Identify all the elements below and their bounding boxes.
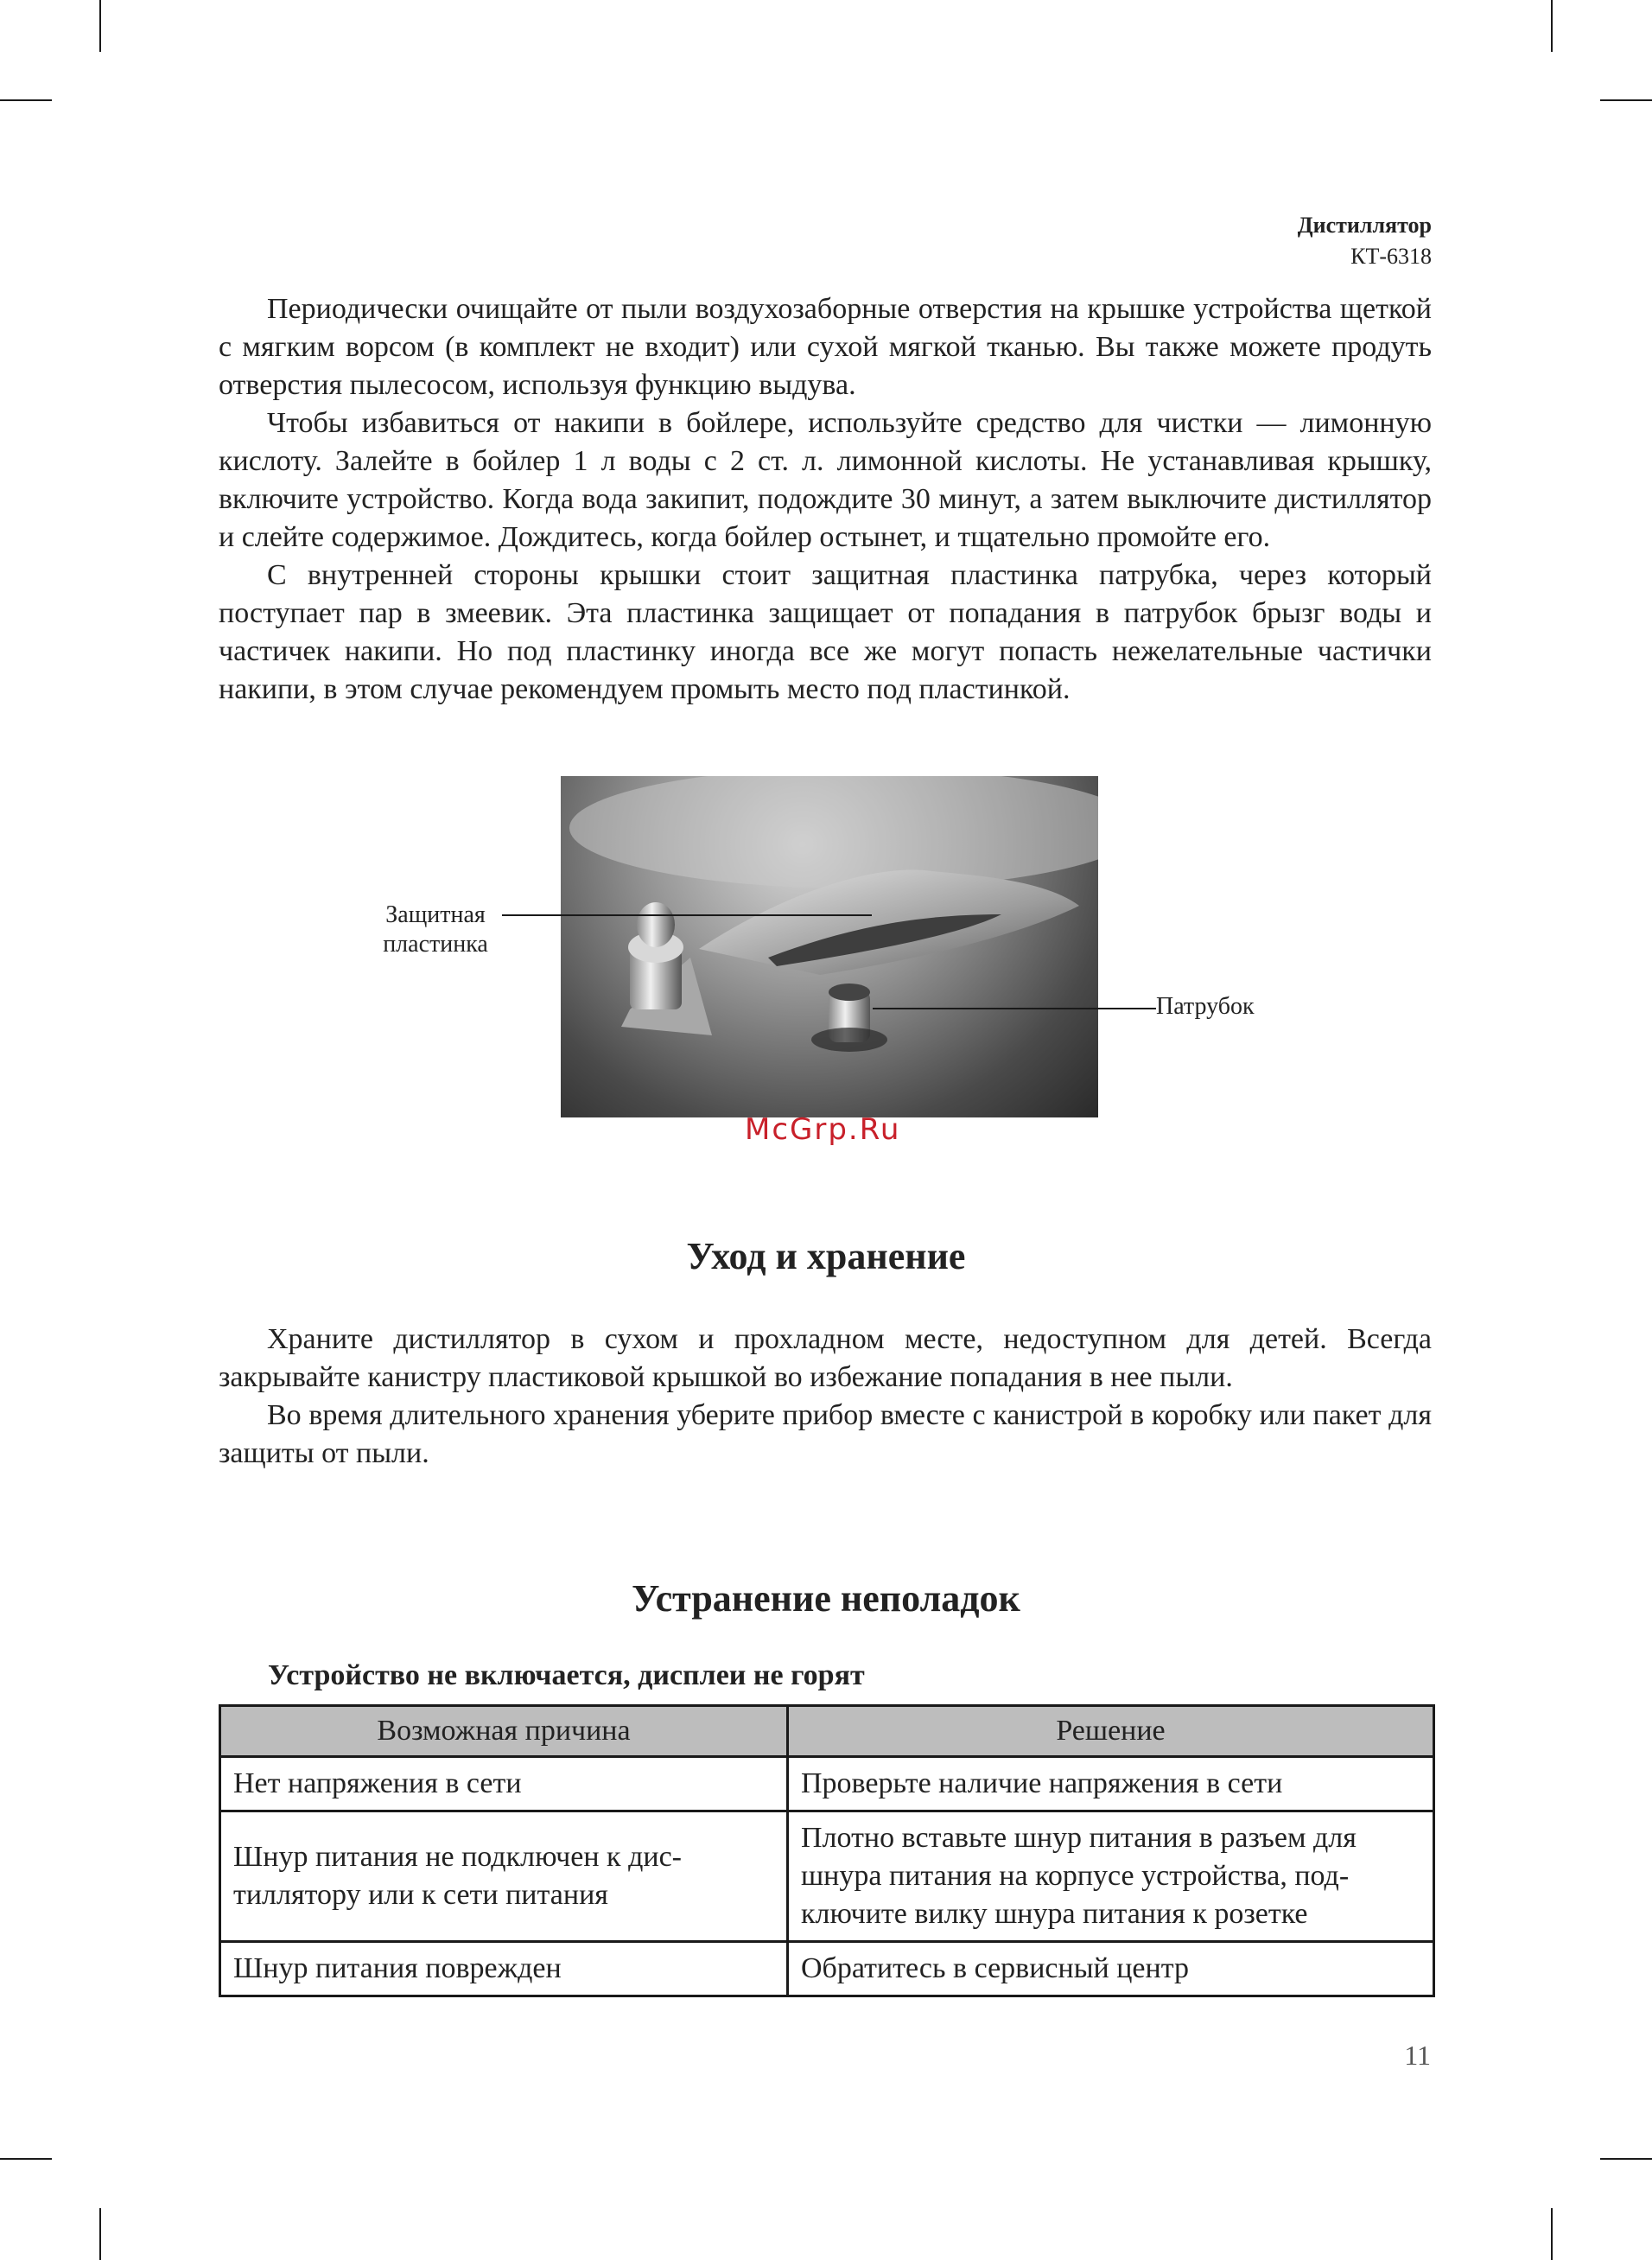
section-title-troubleshooting: Устранение неполадок xyxy=(632,1577,1020,1620)
crop-mark xyxy=(99,0,101,52)
table-header-row xyxy=(220,1706,1434,1757)
callout-line-plate xyxy=(502,914,872,916)
table-cell-solution: Обратитесь в сервисный центр xyxy=(788,1942,1434,1996)
table-cell-solution: Плотно вставьте шнур питания в разъем для шнура питания на корпусе устройства, подключите вилку шнура питания к розетке xyxy=(788,1811,1434,1942)
crop-mark xyxy=(1551,2208,1553,2260)
table-cell-cause: Нет напряжения в сети xyxy=(220,1757,788,1811)
callout-line-pipe xyxy=(873,1008,1156,1009)
paragraph: Во время длительного хранения уберите прибор вместе с канистрой в коробку или пакет для защиты от пыли. xyxy=(219,1399,1432,1469)
crop-mark xyxy=(99,2208,101,2260)
header-title: Дистиллятор xyxy=(1297,213,1432,238)
table-row xyxy=(220,1811,1434,1942)
table-header-cause: Возможная причина xyxy=(220,1706,788,1757)
troubleshooting-table xyxy=(219,1704,1435,1997)
paragraph: С внутренней стороны крышки стоит защитная пластинка патрубка, через который поступает пар в змеевик. Эта пластинка защищает от попадания в патрубок брызг воды и частичек накипи. Но под пластинку иногда все же могут попасть нежелательные частички накипи, в этом случае рекомендуем промыть место под пластинкой. xyxy=(219,559,1432,705)
callout-label-plate-line1: Защитная xyxy=(385,901,486,928)
crop-mark xyxy=(1600,99,1652,101)
table-row xyxy=(220,1942,1434,1996)
lid-photo-drawing xyxy=(561,776,1098,1117)
callout-label-plate-line2: пластинка xyxy=(383,931,488,958)
paragraph: Храните дистиллятор в сухом и прохладном месте, недоступном для детей. Всегда закрывайте канистру пластиковой крышкой во избежание попадания в нее пыли. xyxy=(219,1323,1432,1393)
watermark: McGrp.Ru xyxy=(745,1112,901,1147)
table-cell-cause: Шнур питания не подключен к дистиллятору или к сети питания xyxy=(220,1811,788,1942)
body-text-care xyxy=(219,1321,1432,1473)
table-row xyxy=(220,1757,1434,1811)
crop-mark xyxy=(0,2158,52,2160)
paragraph: Периодически очищайте от пыли воздухозаборные отверстия на крышке устройства щеткой с мягким ворсом (в комплект не входит) или сухой мягкой тканью. Вы также можете продуть отверстия пылесосом, используя функцию выдува. xyxy=(219,293,1432,401)
section-title-care: Уход и хранение xyxy=(686,1235,966,1277)
running-header xyxy=(1298,210,1432,272)
crop-mark xyxy=(0,99,52,101)
page-number: 11 xyxy=(1404,2040,1431,2071)
table-cell-solution: Проверьте наличие напряжения в сети xyxy=(788,1757,1434,1811)
callout-label-pipe: Патрубок xyxy=(1156,993,1255,1020)
crop-mark xyxy=(1600,2158,1652,2160)
crop-mark xyxy=(1551,0,1553,52)
table-header-solution: Решение xyxy=(788,1706,1434,1757)
callout-label-plate xyxy=(375,901,496,959)
paragraph: Чтобы избавиться от накипи в бойлере, используйте средство для чистки — лимонную кислоту. Залейте в бойлер 1 л воды с 2 ст. л. лимонной кислоты. Не устанавливая крышку, включите устройство. Когда вода закипит, подождите 30 минут, а затем выключите дистиллятор и слейте содержимое. Дождитесь, когда бойлер остынет, и тщательно промойте его. xyxy=(219,407,1432,553)
header-model: КТ-6318 xyxy=(1350,244,1432,269)
table-cell-cause: Шнур питания поврежден xyxy=(220,1942,788,1996)
troubleshooting-subtitle: Устройство не включается, дисплеи не горят xyxy=(268,1659,865,1691)
body-text-top xyxy=(219,290,1432,709)
lid-photo xyxy=(561,776,1098,1117)
